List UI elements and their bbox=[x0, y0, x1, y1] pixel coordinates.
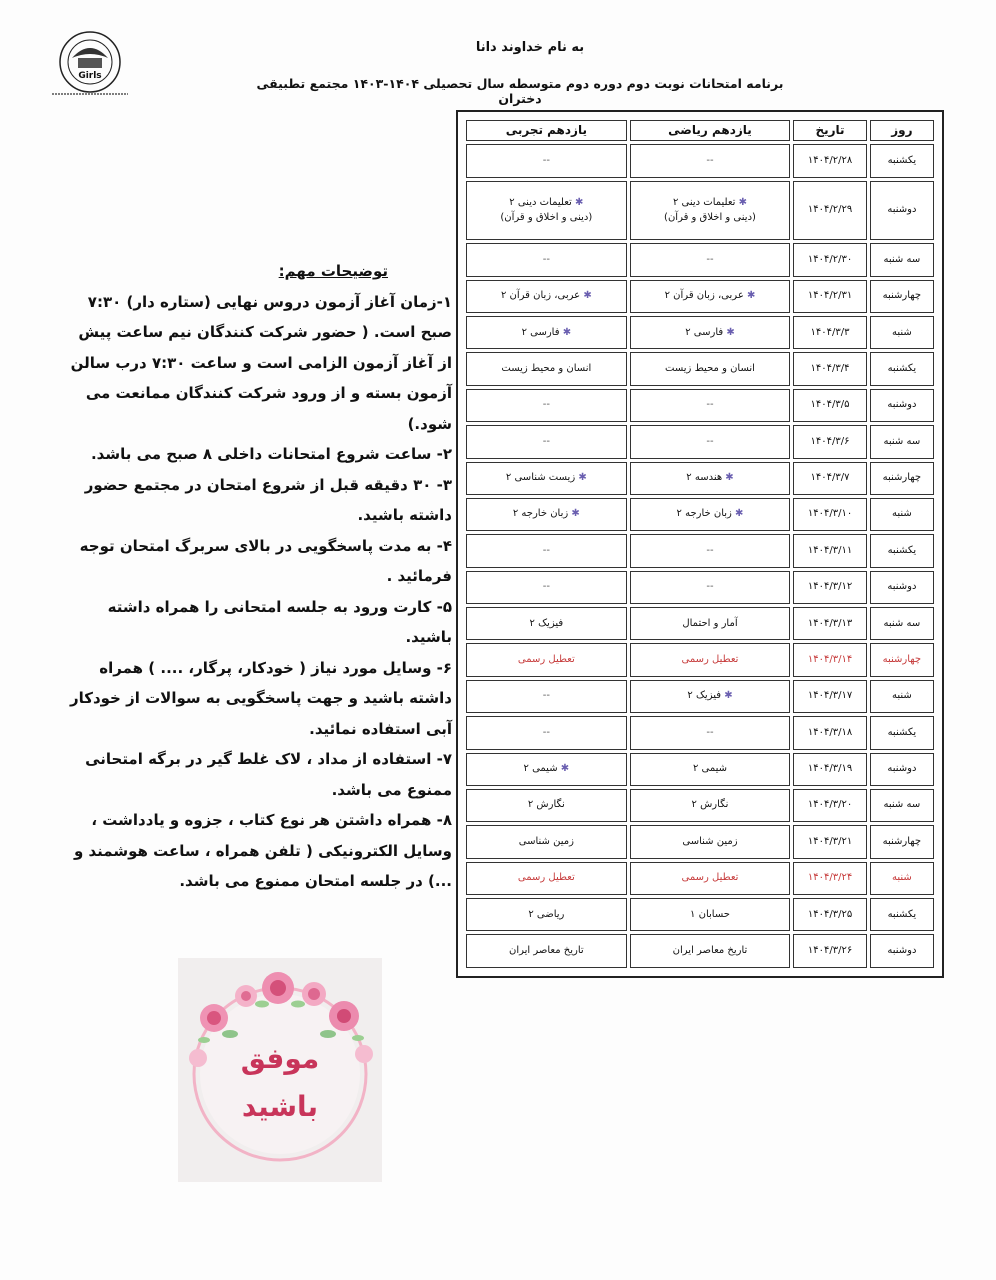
final-exam-star-icon: ✱ bbox=[580, 290, 592, 302]
final-exam-star-icon: ✱ bbox=[735, 197, 748, 209]
cell-day: سه شنبه bbox=[870, 243, 934, 276]
cell-math-subject: تعطیل رسمی bbox=[630, 862, 791, 895]
cell-experimental-subject: -- bbox=[466, 243, 627, 276]
note-item: ۱-زمان آغاز آزمون دروس نهایی (ستاره دار) ۷:۳۰ صبح است. ( حضور شرکت کنندگان نیم ساعت پیش از آغاز آزمون الزامی است و ساعت ۷:۳۰ درب سالن آزمون بسته و از ورود شرکت کنندگان ممانعت می شود.) bbox=[70, 292, 452, 433]
cell-experimental-subject: -- bbox=[466, 534, 627, 567]
table-row bbox=[466, 462, 934, 495]
cell-experimental-subject: انسان و محیط زیست bbox=[466, 352, 627, 385]
schedule-table-frame bbox=[456, 110, 944, 978]
cell-day: دوشنبه bbox=[870, 181, 934, 241]
cell-experimental-subject: -- bbox=[466, 680, 627, 713]
cell-day: سه شنبه bbox=[870, 607, 934, 640]
cell-date: ۱۴۰۴/۳/۱۲ bbox=[793, 571, 866, 604]
table-row bbox=[466, 825, 934, 858]
cell-date: ۱۴۰۴/۳/۲۶ bbox=[793, 934, 866, 968]
cell-math-subject: زمین شناسی bbox=[630, 825, 791, 858]
cell-experimental-subject: تعطیل رسمی bbox=[466, 862, 627, 895]
cell-date: ۱۴۰۴/۳/۲۱ bbox=[793, 825, 866, 858]
cell-day: یکشنبه bbox=[870, 144, 934, 177]
cell-date: ۱۴۰۴/۳/۱۸ bbox=[793, 716, 866, 749]
cell-date: ۱۴۰۴/۳/۲۵ bbox=[793, 898, 866, 931]
cell-experimental-subject: تعطیل رسمی bbox=[466, 643, 627, 676]
table-row bbox=[466, 680, 934, 713]
table-row bbox=[466, 862, 934, 895]
cell-math-subject: حسابان ۱ bbox=[630, 898, 791, 931]
school-logo bbox=[44, 28, 136, 102]
final-exam-star-icon: ✱ bbox=[723, 326, 735, 338]
cell-day: شنبه bbox=[870, 862, 934, 895]
table-row bbox=[466, 789, 934, 822]
cell-math-subject: ✱ تعلیمات دینی ۲ (دینی و اخلاق و قرآن) bbox=[630, 181, 791, 241]
table-row bbox=[466, 571, 934, 604]
table-row bbox=[466, 716, 934, 749]
cell-date: ۱۴۰۴/۳/۳ bbox=[793, 316, 866, 349]
cell-date: ۱۴۰۴/۲/۳۰ bbox=[793, 243, 866, 276]
column-header-experimental: یازدهم تجربی bbox=[466, 120, 627, 141]
cell-experimental-subject: ✱ زبان خارجه ۲ bbox=[466, 498, 627, 531]
cell-math-subject: -- bbox=[630, 716, 791, 749]
important-notes bbox=[60, 256, 452, 897]
cell-experimental-subject: نگارش ۲ bbox=[466, 789, 627, 822]
schedule-table bbox=[463, 117, 937, 971]
table-header-row bbox=[466, 120, 934, 141]
cell-math-subject: -- bbox=[630, 571, 791, 604]
notes-list bbox=[60, 287, 452, 897]
schedule-body bbox=[466, 144, 934, 968]
cell-math-subject: ✱ هندسه ۲ bbox=[630, 462, 791, 495]
cell-experimental-subject: -- bbox=[466, 716, 627, 749]
column-header-date: تاریخ bbox=[793, 120, 866, 141]
cell-experimental-subject: -- bbox=[466, 389, 627, 422]
cell-day: چهارشنبه bbox=[870, 280, 934, 313]
cell-date: ۱۴۰۴/۲/۲۸ bbox=[793, 144, 866, 177]
note-item: ۲- ساعت شروع امتحانات داخلی ۸ صبح می باشد. bbox=[90, 445, 452, 463]
notes-heading: توضیحات مهم: bbox=[278, 262, 388, 280]
cell-day: دوشنبه bbox=[870, 934, 934, 968]
bismillah-heading: به نام خداوند دانا bbox=[475, 40, 585, 55]
cell-day: چهارشنبه bbox=[870, 643, 934, 676]
cell-day: دوشنبه bbox=[870, 389, 934, 422]
cell-math-subject: تعطیل رسمی bbox=[630, 643, 791, 676]
good-luck-line2: باشید bbox=[241, 1090, 319, 1123]
cell-math-subject: تاریخ معاصر ایران bbox=[630, 934, 791, 968]
cell-day: یکشنبه bbox=[870, 352, 934, 385]
cell-experimental-subject: -- bbox=[466, 571, 627, 604]
final-exam-star-icon: ✱ bbox=[571, 197, 584, 209]
cell-date: ۱۴۰۴/۳/۲۴ bbox=[793, 862, 866, 895]
cell-math-subject: -- bbox=[630, 534, 791, 567]
table-row bbox=[466, 144, 934, 177]
cell-day: شنبه bbox=[870, 316, 934, 349]
cell-math-subject: ✱ فیزیک ۲ bbox=[630, 680, 791, 713]
final-exam-star-icon: ✱ bbox=[743, 290, 756, 302]
cell-math-subject: -- bbox=[630, 389, 791, 422]
table-row bbox=[466, 243, 934, 276]
cell-experimental-subject: ✱ تعلیمات دینی ۲ (دینی و اخلاق و قرآن) bbox=[466, 181, 627, 241]
cell-math-subject: انسان و محیط زیست bbox=[630, 352, 791, 385]
column-header-math: یازدهم ریاضی bbox=[630, 120, 791, 141]
table-row bbox=[466, 389, 934, 422]
table-row bbox=[466, 280, 934, 313]
cell-math-subject: شیمی ۲ bbox=[630, 753, 791, 786]
table-row bbox=[466, 753, 934, 786]
cell-date: ۱۴۰۴/۳/۱۱ bbox=[793, 534, 866, 567]
note-item: ۷- استفاده از مداد ، لاک غلط گیر در برگه امتحانی ممنوع می باشد. bbox=[85, 750, 452, 799]
svg-text:Girls: Girls bbox=[78, 71, 102, 81]
table-row bbox=[466, 643, 934, 676]
cell-day: شنبه bbox=[870, 498, 934, 531]
cell-experimental-subject: تاریخ معاصر ایران bbox=[466, 934, 627, 968]
cell-math-subject: ✱ زبان خارجه ۲ bbox=[630, 498, 791, 531]
final-exam-star-icon: ✱ bbox=[575, 472, 587, 483]
table-row bbox=[466, 898, 934, 931]
table-row bbox=[466, 607, 934, 640]
note-item: ۶- وسایل مورد نیاز ( خودکار، پرگار، .... ) همراه داشته باشید و جهت پاسخگویی به سوالات از خودکار آبی استفاده نمائید. bbox=[69, 658, 452, 738]
final-exam-star-icon: ✱ bbox=[722, 472, 734, 483]
note-item: ۳- ۳۰ دقیقه قبل از شروع امتحان در مجتمع حضور داشته باشید. bbox=[84, 475, 452, 524]
cell-day: شنبه bbox=[870, 680, 934, 713]
cell-experimental-subject: ✱ شیمی ۲ bbox=[466, 753, 627, 786]
cell-date: ۱۴۰۴/۳/۱۷ bbox=[793, 680, 866, 713]
table-row bbox=[466, 934, 934, 968]
table-row bbox=[466, 498, 934, 531]
cell-math-subject: آمار و احتمال bbox=[630, 607, 791, 640]
cell-experimental-subject: -- bbox=[466, 144, 627, 177]
table-row bbox=[466, 534, 934, 567]
final-exam-star-icon: ✱ bbox=[557, 763, 570, 774]
table-row bbox=[466, 316, 934, 349]
cell-math-subject: ✱ فارسی ۲ bbox=[630, 316, 791, 349]
cell-day: یکشنبه bbox=[870, 534, 934, 567]
cell-experimental-subject: ✱ عربی، زبان قرآن ۲ bbox=[466, 280, 627, 313]
cell-date: ۱۴۰۴/۲/۲۹ bbox=[793, 181, 866, 241]
cell-date: ۱۴۰۴/۳/۱۰ bbox=[793, 498, 866, 531]
cell-day: یکشنبه bbox=[870, 716, 934, 749]
cell-experimental-subject: زمین شناسی bbox=[466, 825, 627, 858]
final-exam-star-icon: ✱ bbox=[721, 690, 733, 702]
cell-date: ۱۴۰۴/۳/۱۴ bbox=[793, 643, 866, 676]
cell-math-subject: -- bbox=[630, 243, 791, 276]
cell-math-subject: -- bbox=[630, 425, 791, 458]
note-item: ۸- همراه داشتن هر نوع کتاب ، جزوه و یادداشت ، وسایل الکترونیکی ( تلفن همراه ، ساعت هوشمند و ...) در جلسه امتحان ممنوع می باشد. bbox=[73, 811, 452, 890]
cell-date: ۱۴۰۴/۳/۶ bbox=[793, 425, 866, 458]
cell-date: ۱۴۰۴/۳/۲۰ bbox=[793, 789, 866, 822]
cell-day: سه شنبه bbox=[870, 425, 934, 458]
cell-experimental-subject: -- bbox=[466, 425, 627, 458]
note-item: ۵- کارت ورود به جلسه امتحانی را همراه داشته باشید. bbox=[107, 597, 452, 646]
table-row bbox=[466, 181, 934, 241]
cell-day: سه شنبه bbox=[870, 789, 934, 822]
cell-experimental-subject: ✱ زیست شناسی ۲ bbox=[466, 462, 627, 495]
final-exam-star-icon: ✱ bbox=[568, 508, 580, 520]
table-row bbox=[466, 352, 934, 385]
cell-math-subject: -- bbox=[630, 144, 791, 177]
cell-math-subject: ✱ عربی، زبان قرآن ۲ bbox=[630, 280, 791, 313]
cell-date: ۱۴۰۴/۳/۴ bbox=[793, 352, 866, 385]
final-exam-star-icon: ✱ bbox=[731, 508, 744, 520]
cell-experimental-subject: فیزیک ۲ bbox=[466, 607, 627, 640]
cell-date: ۱۴۰۴/۳/۱۳ bbox=[793, 607, 866, 640]
good-luck-line1: موفق bbox=[240, 1042, 320, 1075]
cell-experimental-subject: ریاضی ۲ bbox=[466, 898, 627, 931]
cell-date: ۱۴۰۴/۳/۵ bbox=[793, 389, 866, 422]
cell-day: دوشنبه bbox=[870, 753, 934, 786]
good-luck-card bbox=[178, 958, 382, 1182]
final-exam-star-icon: ✱ bbox=[559, 326, 572, 338]
cell-day: چهارشنبه bbox=[870, 825, 934, 858]
cell-date: ۱۴۰۴/۲/۳۱ bbox=[793, 280, 866, 313]
page-title: برنامه امتحانات نوبت دوم دوره دوم متوسطه سال تحصیلی ۱۴۰۴-۱۴۰۳ مجتمع تطبیقی دختران bbox=[256, 76, 784, 106]
note-item: ۴- به مدت پاسخگویی در بالای سربرگ امتحان توجه فرمائید . bbox=[79, 536, 452, 585]
cell-experimental-subject: ✱ فارسی ۲ bbox=[466, 316, 627, 349]
cell-day: چهارشنبه bbox=[870, 462, 934, 495]
cell-day: یکشنبه bbox=[870, 898, 934, 931]
cell-day: دوشنبه bbox=[870, 571, 934, 604]
table-row bbox=[466, 425, 934, 458]
column-header-day: روز bbox=[870, 120, 934, 141]
cell-date: ۱۴۰۴/۳/۷ bbox=[793, 462, 866, 495]
cell-date: ۱۴۰۴/۳/۱۹ bbox=[793, 753, 866, 786]
cell-math-subject: نگارش ۲ bbox=[630, 789, 791, 822]
